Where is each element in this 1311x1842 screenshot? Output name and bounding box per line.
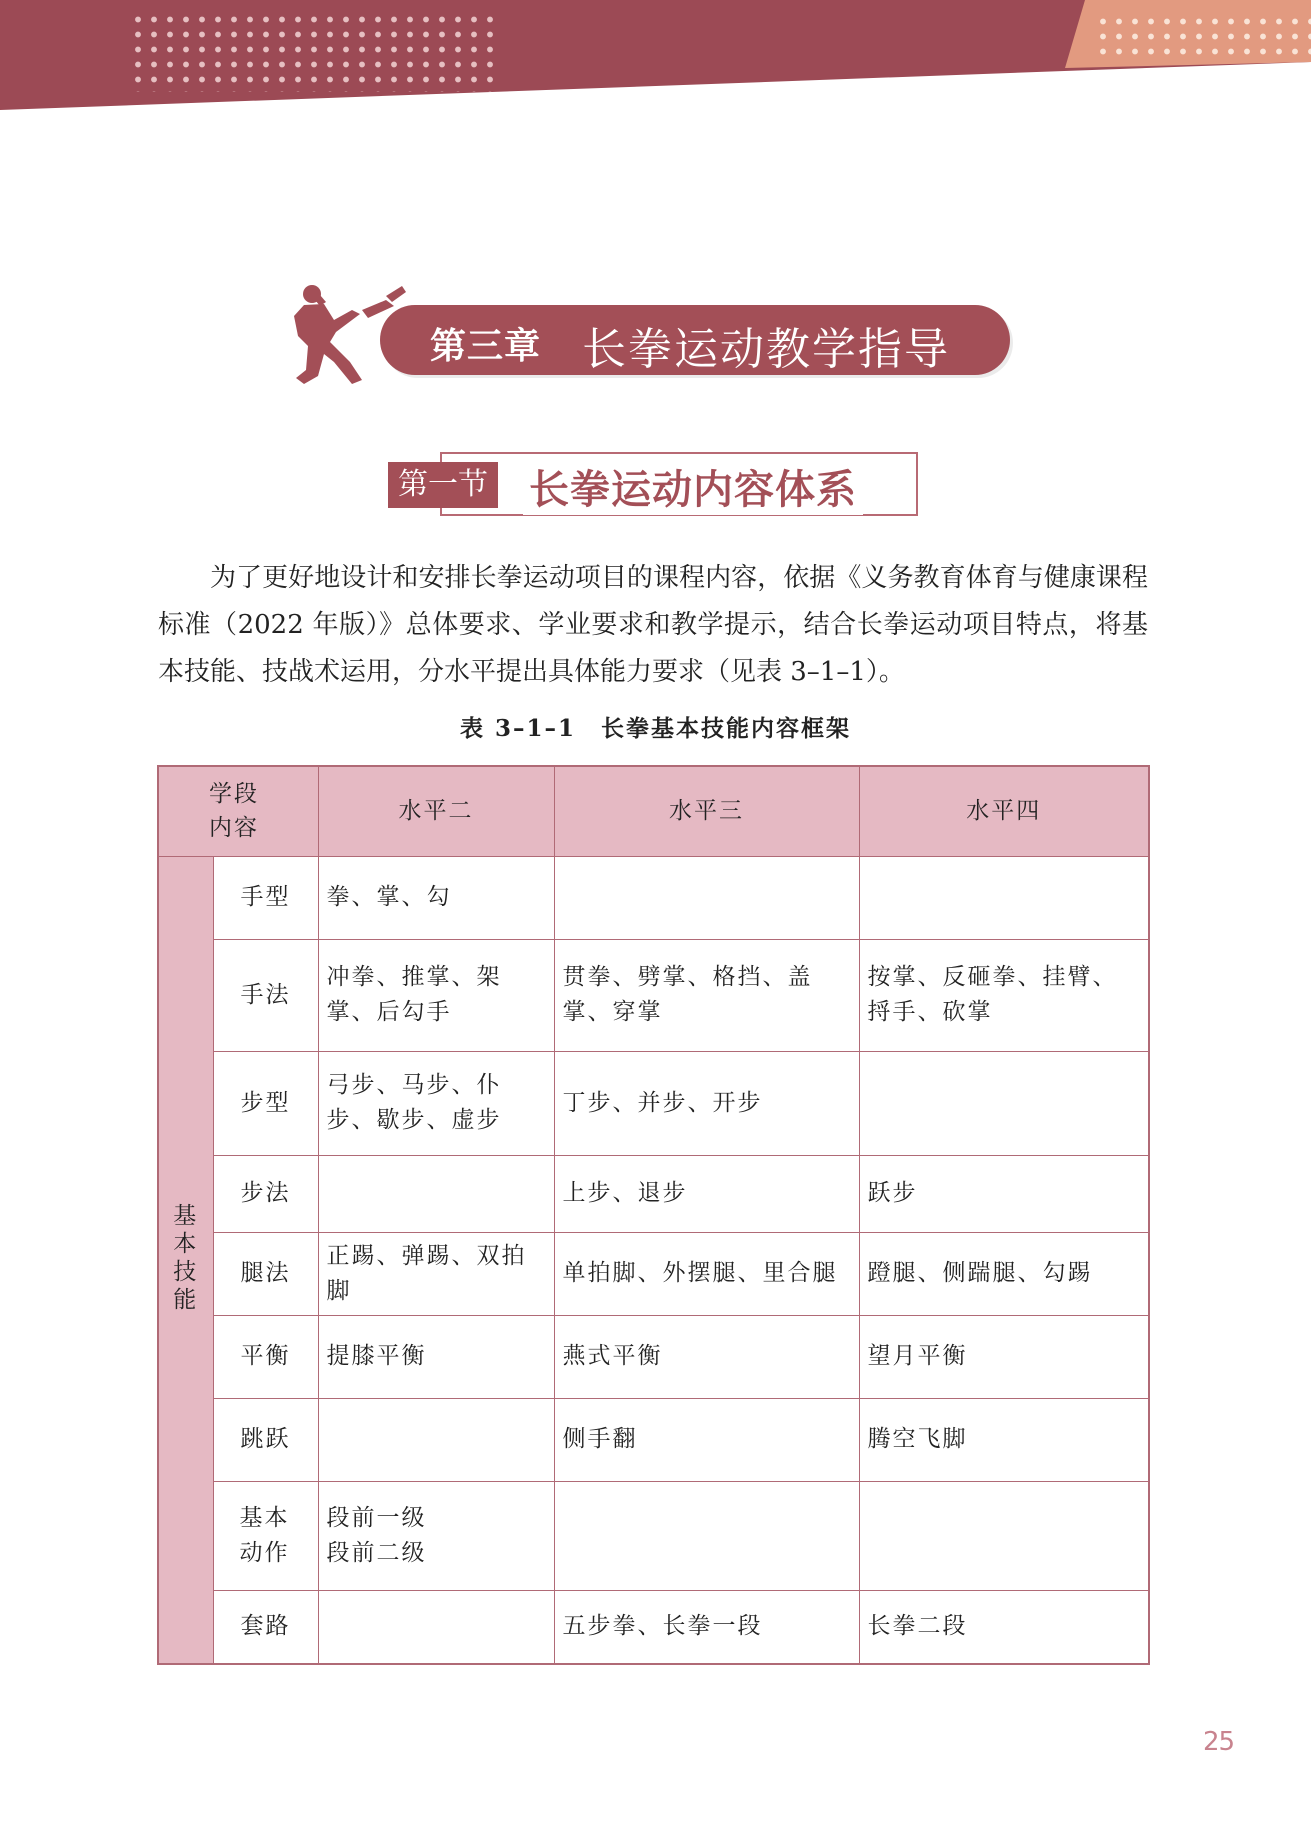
level-4-cell: 跃步 bbox=[859, 1155, 1149, 1232]
category-cell bbox=[213, 1481, 318, 1590]
intro-text: 为了更好地设计和安排长拳运动项目的课程内容，依据《义务教育体育与健康课程标准（2022 年版）》总体要求、学业要求和教学提示，结合长拳运动项目特点，将基本技能、技战术运用，分水平提出具体能力要求（见表 3–1–1）。 bbox=[158, 563, 1148, 687]
chapter-title: 长拳运动教学指导 bbox=[582, 324, 950, 375]
level-4-cell: 腾空飞脚 bbox=[859, 1398, 1149, 1481]
level-2-cell: 提膝平衡 bbox=[318, 1315, 554, 1398]
level-2-cell bbox=[318, 1155, 554, 1232]
level-2-cell bbox=[318, 1398, 554, 1481]
table-header-row bbox=[158, 766, 1149, 856]
level-4-cell: 望月平衡 bbox=[859, 1315, 1149, 1398]
corner-cell bbox=[158, 766, 318, 856]
level-2-cell: 冲拳、推掌、架掌、后勾手 bbox=[318, 939, 554, 1051]
corner-bottom-label: 内容 bbox=[209, 815, 259, 842]
category-cell: 腿法 bbox=[213, 1232, 318, 1315]
banner-dots-right bbox=[1095, 14, 1311, 62]
level-4-cell bbox=[859, 856, 1149, 939]
category-cell: 套路 bbox=[213, 1590, 318, 1664]
level-2-cell bbox=[318, 1590, 554, 1664]
table-row bbox=[158, 1590, 1149, 1664]
group-cell bbox=[158, 856, 213, 1664]
table-row bbox=[158, 1155, 1149, 1232]
table-row bbox=[158, 1232, 1149, 1315]
table-row bbox=[158, 1398, 1149, 1481]
level-2-cell bbox=[318, 1481, 554, 1590]
level-4-cell: 蹬腿、侧踹腿、勾踢 bbox=[859, 1232, 1149, 1315]
level-2-cell: 弓步、马步、仆步、歇步、虚步 bbox=[318, 1051, 554, 1155]
table-row bbox=[158, 1481, 1149, 1590]
level-4-cell bbox=[859, 1051, 1149, 1155]
header-level-4: 水平四 bbox=[859, 766, 1149, 856]
category-cell: 步型 bbox=[213, 1051, 318, 1155]
category-cell: 跳跃 bbox=[213, 1398, 318, 1481]
level-3-cell: 丁步、并步、开步 bbox=[554, 1051, 859, 1155]
table-caption: 表 3–1–1 长拳基本技能内容框架 bbox=[459, 715, 852, 742]
level-3-cell bbox=[554, 1481, 859, 1590]
chapter-number: 第三章 bbox=[430, 326, 542, 367]
section-heading bbox=[388, 450, 918, 518]
level-3-cell: 五步拳、长拳一段 bbox=[554, 1590, 859, 1664]
level-3-cell: 单拍脚、外摆腿、里合腿 bbox=[554, 1232, 859, 1315]
martial-artist-icon bbox=[290, 280, 415, 395]
category-cell: 平衡 bbox=[213, 1315, 318, 1398]
level-4-cell: 按掌、反砸拳、挂臂、捋手、砍掌 bbox=[859, 939, 1149, 1051]
section-title: 长拳运动内容体系 bbox=[523, 458, 863, 515]
skills-table bbox=[157, 765, 1150, 1665]
level-4-cell: 长拳二段 bbox=[859, 1590, 1149, 1664]
table-row bbox=[158, 856, 1149, 939]
category-cell: 手法 bbox=[213, 939, 318, 1051]
level-3-cell: 侧手翻 bbox=[554, 1398, 859, 1481]
level-2-cell: 拳、掌、勾 bbox=[318, 856, 554, 939]
level-3-cell: 贯拳、劈掌、格挡、盖掌、穿掌 bbox=[554, 939, 859, 1051]
category-label: 基本动作 bbox=[239, 1504, 290, 1566]
level-3-cell: 燕式平衡 bbox=[554, 1315, 859, 1398]
section-label: 第一节 bbox=[388, 462, 498, 508]
level-2-line-1: 段前一级 bbox=[326, 1504, 427, 1531]
banner-dots-left bbox=[130, 12, 500, 92]
page-number: 25 bbox=[1203, 1727, 1235, 1757]
header-level-3: 水平三 bbox=[554, 766, 859, 856]
table-row bbox=[158, 1051, 1149, 1155]
level-4-cell bbox=[859, 1481, 1149, 1590]
group-label: 基本技能 bbox=[173, 1202, 199, 1313]
category-cell: 手型 bbox=[213, 856, 318, 939]
level-3-cell: 上步、退步 bbox=[554, 1155, 859, 1232]
table-row bbox=[158, 1315, 1149, 1398]
level-2-line-2: 段前二级 bbox=[326, 1539, 427, 1566]
header-level-2: 水平二 bbox=[318, 766, 554, 856]
chapter-heading bbox=[290, 280, 1020, 400]
table-row bbox=[158, 939, 1149, 1051]
intro-paragraph bbox=[158, 555, 1148, 696]
level-2-cell: 正踢、弹踢、双拍脚 bbox=[318, 1232, 554, 1315]
level-3-cell bbox=[554, 856, 859, 939]
category-cell: 步法 bbox=[213, 1155, 318, 1232]
corner-top-label: 学段 bbox=[209, 781, 259, 808]
